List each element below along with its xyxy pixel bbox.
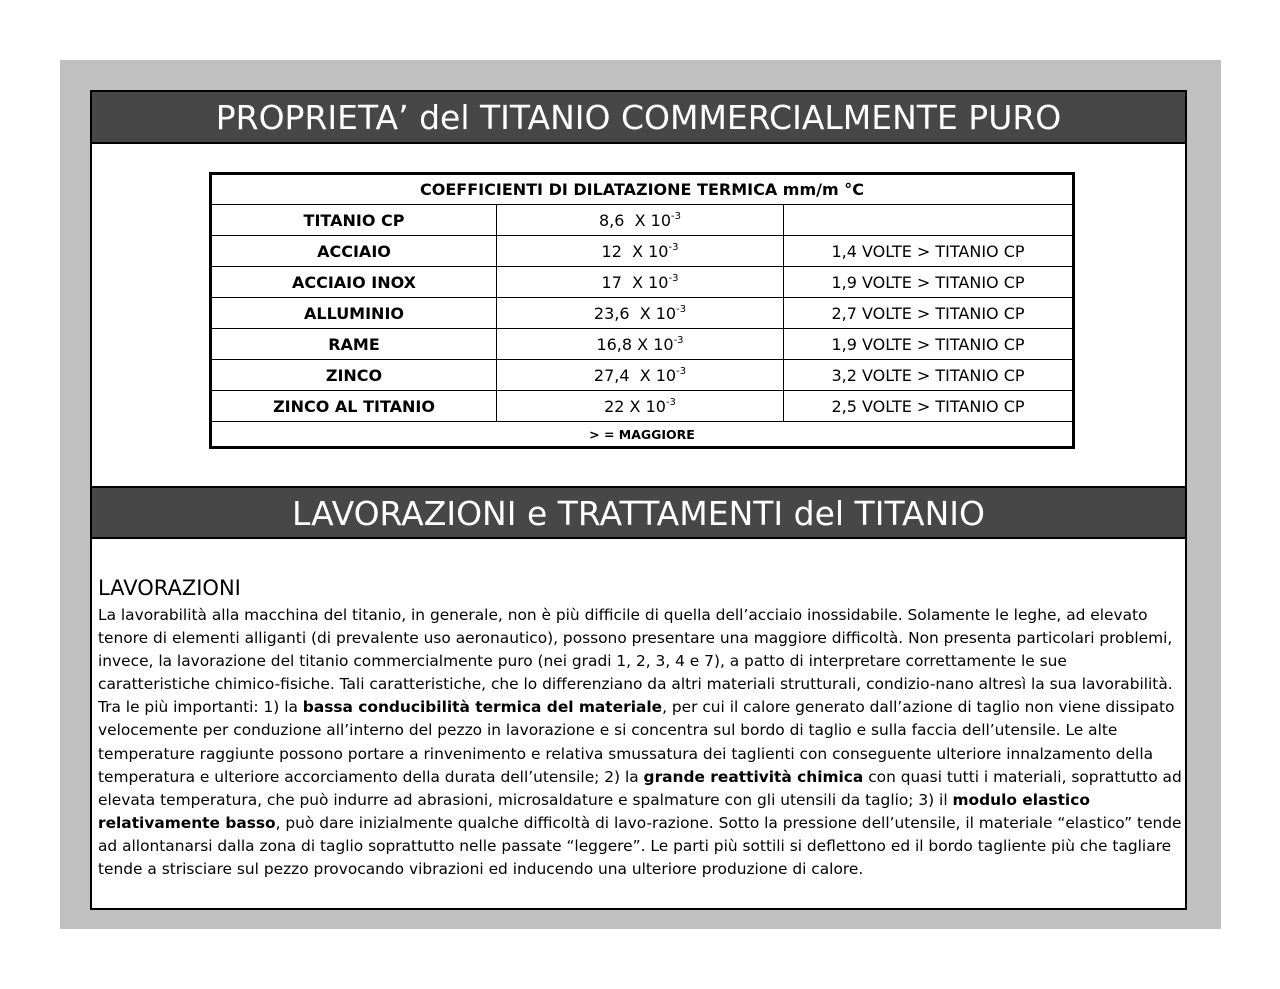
subheading-lavorazioni: LAVORAZIONI (98, 576, 241, 600)
exponent-power: -3 (676, 365, 687, 377)
coefficient-value (497, 236, 784, 267)
exponent-power: -3 (668, 241, 679, 253)
material-name: TITANIO CP (211, 205, 497, 236)
exponent-power: -3 (673, 334, 684, 346)
coefficient-value (497, 298, 784, 329)
paragraph-text: con quasi tutti i materiali, soprattutto ad elevata temperatura, che può indurre ad abrasioni, microsaldature e spalmature con gli utensili da taglio; 3) il (98, 767, 1182, 809)
thermal-expansion-table (209, 172, 1075, 449)
exponent-base: X 10 (637, 334, 674, 354)
body-paragraph (98, 604, 1183, 881)
coefficient-number: 17 (601, 272, 622, 292)
exponent-base: X 10 (639, 365, 677, 385)
emphasis-text: modulo elastico relativamente basso (98, 790, 1090, 832)
spacer (622, 273, 632, 292)
spacer (630, 366, 640, 385)
coefficient-value (497, 329, 784, 360)
coefficient-number: 8,6 (598, 210, 625, 230)
comparison-text (784, 205, 1074, 236)
exponent-power: -3 (676, 303, 687, 315)
coefficient-number: 22 (604, 396, 625, 416)
comparison-text: 3,2 VOLTE > TITANIO CP (784, 360, 1074, 391)
exponent-power: -3 (668, 272, 679, 284)
exponent-base: X 10 (632, 241, 669, 261)
comparison-text: 1,9 VOLTE > TITANIO CP (784, 267, 1074, 298)
table-row (211, 329, 1074, 360)
material-name: ZINCO (211, 360, 497, 391)
comparison-text: 2,7 VOLTE > TITANIO CP (784, 298, 1074, 329)
spacer (622, 242, 632, 261)
coefficient-number: 27,4 (593, 365, 630, 385)
coefficient-value (497, 360, 784, 391)
coefficient-value (497, 267, 784, 298)
exponent-base: X 10 (639, 303, 677, 323)
coefficient-value (497, 391, 784, 422)
material-name: ALLUMINIO (211, 298, 497, 329)
table-row (211, 205, 1074, 236)
table-row (211, 360, 1074, 391)
table-header-row (211, 174, 1074, 205)
exponent-base: X 10 (634, 210, 672, 230)
material-name: ZINCO AL TITANIO (211, 391, 497, 422)
exponent-power: -3 (665, 396, 676, 408)
section-title-processing: LAVORAZIONI e TRATTAMENTI del TITANIO (92, 486, 1185, 539)
comparison-text: 1,9 VOLTE > TITANIO CP (784, 329, 1074, 360)
emphasis-text: grande reattività chimica (643, 767, 864, 786)
table-footer-note: > = MAGGIORE (211, 422, 1074, 448)
table-row (211, 391, 1074, 422)
emphasis-text: bassa conducibilità termica del materiale (302, 698, 663, 717)
comparison-text: 2,5 VOLTE > TITANIO CP (784, 391, 1074, 422)
spacer (624, 211, 634, 230)
table-header: COEFFICIENTI DI DILATAZIONE TERMICA mm/m °C (211, 174, 1074, 205)
table-row (211, 298, 1074, 329)
coefficient-number: 16,8 (596, 334, 633, 354)
coefficient-value (497, 205, 784, 236)
comparison-text: 1,4 VOLTE > TITANIO CP (784, 236, 1074, 267)
paragraph-text: , per cui il calore generato dall’azione di taglio non viene dissipato velocemente per conduzione all’interno del pezzo in lavorazione e si concentra sul bordo di taglio e sulla faccia dell’utensile. Le alte temperature raggiunte possono portare a rinvenimento e relativa smussatura dei taglienti con conseguente ulteriore innalzamento della temperatura e ulteriore accorciamento della durata dell’utensile; 2) la (98, 698, 1175, 786)
table-row (211, 236, 1074, 267)
material-name: ACCIAIO INOX (211, 267, 497, 298)
paragraph-text: , può dare inizialmente qualche difficoltà di lavo-razione. Sotto la pressione dell’utensile, il materiale “elastico” tende ad allontanarsi dalla zona di taglio soprattutto nelle passate “leggere”. Le parti più sottili si deflettono ed il bordo tagliente più che tagliare tende a strisciare sul pezzo provocando vibrazioni ed inducendo una ulteriore produzione di calore. (98, 813, 1182, 879)
material-name: RAME (211, 329, 497, 360)
table-footer-row (211, 422, 1074, 448)
exponent-base: X 10 (629, 396, 666, 416)
spacer (630, 304, 640, 323)
document-page (90, 90, 1187, 910)
material-name: ACCIAIO (211, 236, 497, 267)
paragraph-text: La lavorabilità alla macchina del titanio, in generale, non è più difficile di quella dell’acciaio inossidabile. Solamente le leghe, ad elevato tenore di elementi alliganti (di prevalente uso aeronautico), possono presentare una maggiore difficoltà. Non presenta particolari problemi, invece, la lavorazione del titanio commercialmente puro (nei gradi 1, 2, 3, 4 e 7), a patto di interpretare correttamente le sue caratteristiche chimico-fisiche. Tali caratteristiche, che lo differenziano da altri materiali strutturali, condizio-nano altresì la sua lavorabilità. Tra le più importanti: 1) la (98, 606, 1173, 717)
coefficient-number: 12 (601, 241, 622, 261)
exponent-power: -3 (671, 210, 681, 222)
exponent-base: X 10 (632, 272, 669, 292)
section-title-properties: PROPRIETA’ del TITANIO COMMERCIALMENTE PURO (92, 92, 1185, 144)
coefficient-number: 23,6 (593, 303, 630, 323)
table-row (211, 267, 1074, 298)
